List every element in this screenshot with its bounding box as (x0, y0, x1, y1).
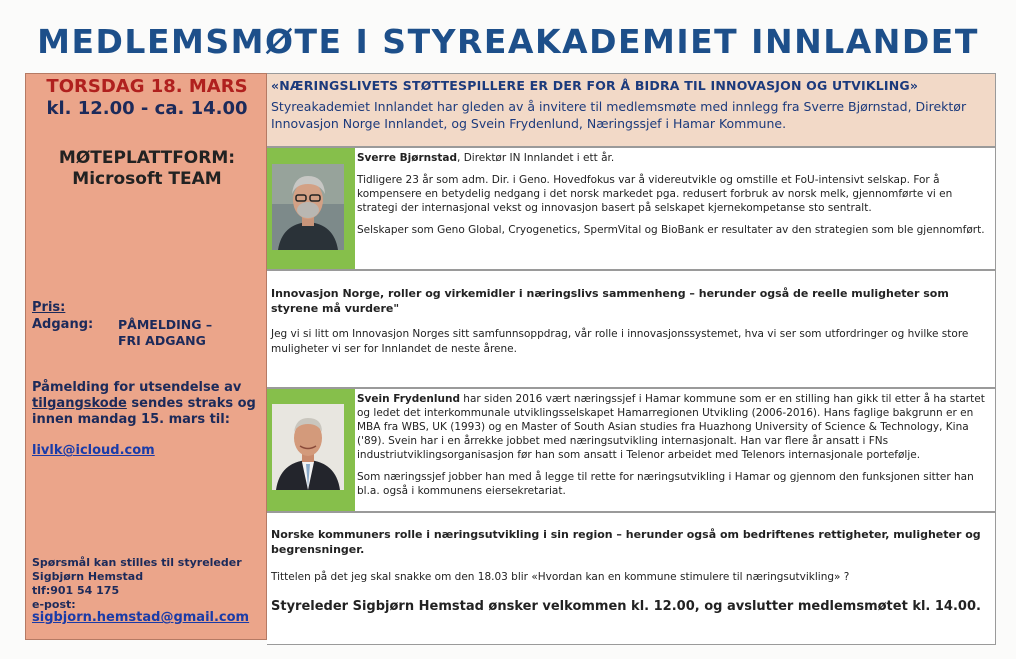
speaker-1-name: Sverre Bjørnstad (357, 152, 458, 164)
speaker-1-section (267, 147, 996, 270)
questions-text: Spørsmål kan stilles til styreleder Sigbjørn Hemstad (32, 556, 242, 583)
speaker-1-para1: Tidligere 23 år som adm. Dir. i Geno. Hovedfokus var å videreutvikle og omstille et FoU-intensivt selskap. For å kompensere en betydelig nedgang i det norsk markedet pga. redusert forbruk av norsk melk, gjennomførte vi en strategi der internasjonal vekst og innovasjon basert på selskapet kjernekompetanse sto sentralt. (357, 174, 953, 214)
speaker-1-para2: Selskaper som Geno Global, Cryogenetics, SpermVital og BioBank er resultater av den strategien som ble gjennomført. (357, 224, 985, 236)
platform-value: Microsoft TEAM (72, 169, 222, 189)
email-label: e-post: (32, 598, 76, 611)
speaker-1-title: , Direktør IN Innlandet i ett år. (457, 152, 615, 164)
talk-2-section (267, 512, 996, 645)
speaker-2-section (267, 388, 996, 512)
platform-label: MØTEPLATTFORM: (58, 148, 236, 168)
portrait-sverre-bjornstad (272, 164, 344, 250)
talk-2-heading: Norske kommuners rolle i næringsutvikling i sin region – herunder også om bedriftenes rettigheter, muligheter og begrensninger. (271, 528, 981, 556)
speaker-2-para2: Som næringssjef jobber han med å legge til rette for næringsutvikling i Hamar og gjennom den funksjonen sitter han bl.a. også i kommunens eiersekretariat. (357, 471, 974, 497)
page-title: MEDLEMSMØTE I STYREAKADEMIET INNLANDET (37, 22, 979, 61)
speaker-2-bio (357, 392, 990, 506)
access-label: Adgang: (32, 317, 94, 332)
intro-section (267, 73, 996, 147)
phone-text: tlf:901 54 175 (32, 584, 120, 597)
registration-email-link[interactable]: livlk@icloud.com (32, 443, 155, 458)
photo-frame (267, 389, 355, 511)
speaker-2-para1: har siden 2016 vært næringssjef i Hamar kommune som er en stilling han gikk til etter å ha startet og ledet det interkommunale utviklingsselskapet Hamarregionen Utvikling (2006-2016). Hans faglige bakgrunn er en MBA fra WBS, UK (1993) og en Master of South Asian studies fra Huazhong University of Science & Technology, Kina ('89). Svein har i en årrekke jobbet med næringsutvikling internasjonalt. Han var flere år ansatt i FNs industriutviklingsorganisasjon før han som ansatt i Telenor arbeidet med Telenors internasjonale portefølje. (357, 393, 985, 461)
talk-1-section (267, 270, 996, 388)
contact-email-link[interactable]: sigbjorn.hemstad@gmail.com (32, 610, 250, 625)
sidebar (25, 73, 267, 640)
talk-1-heading: Innovasjon Norge, roller og virkemidler i næringslivs sammenheng – herunder også de reelle muligheter som styrene må vurdere" (271, 287, 949, 315)
contact-info (32, 556, 264, 612)
registration-info (32, 380, 264, 428)
speaker-2-name: Svein Frydenlund (357, 393, 460, 405)
access-code-link[interactable]: tilgangskode (32, 396, 127, 411)
intro-heading: «NÆRINGSLIVETS STØTTESPILLERE ER DER FOR Å BIDRA TIL INNOVASJON OG UTVIKLING» (271, 78, 919, 93)
price-label: Pris: (32, 300, 66, 315)
access-value-line2: FRI ADGANG (118, 333, 206, 348)
talk-2-text: Tittelen på det jeg skal snakke om den 18.03 blir «Hvordan kan en kommune stimulere til næringsutvikling» ? (271, 571, 850, 583)
closing-note: Styreleder Sigbjørn Hemstad ønsker velkommen kl. 12.00, og avslutter medlemsmøtet kl. 14.00. (271, 599, 981, 614)
event-time: kl. 12.00 - ca. 14.00 (46, 98, 248, 119)
talk-1-text: Jeg vi si litt om Innovasjon Norges sitt samfunnsoppdrag, vår rolle i innovasjonssystemet, hva vi ser som utfordringer og hvilke store muligheter vi ser for Innlandet de neste årene. (271, 328, 969, 355)
event-date: TORSDAG 18. MARS (46, 76, 248, 97)
portrait-svein-frydenlund (272, 404, 344, 490)
registration-text-1: Påmelding for utsendelse av (32, 380, 242, 395)
access-value-line1: PÅMELDING – (118, 317, 213, 332)
intro-text: Styreakademiet Innlandet har gleden av å invitere til medlemsmøte med innlegg fra Sverre Bjørnstad, Direktør Innovasjon Norge Innlandet, og Svein Frydenlund, Næringssjef i Hamar Kommune. (271, 99, 967, 131)
speaker-1-bio (357, 151, 990, 245)
photo-frame (267, 148, 355, 269)
registration-text-2: sendes straks og innen mandag 15. mars til: (32, 396, 256, 427)
